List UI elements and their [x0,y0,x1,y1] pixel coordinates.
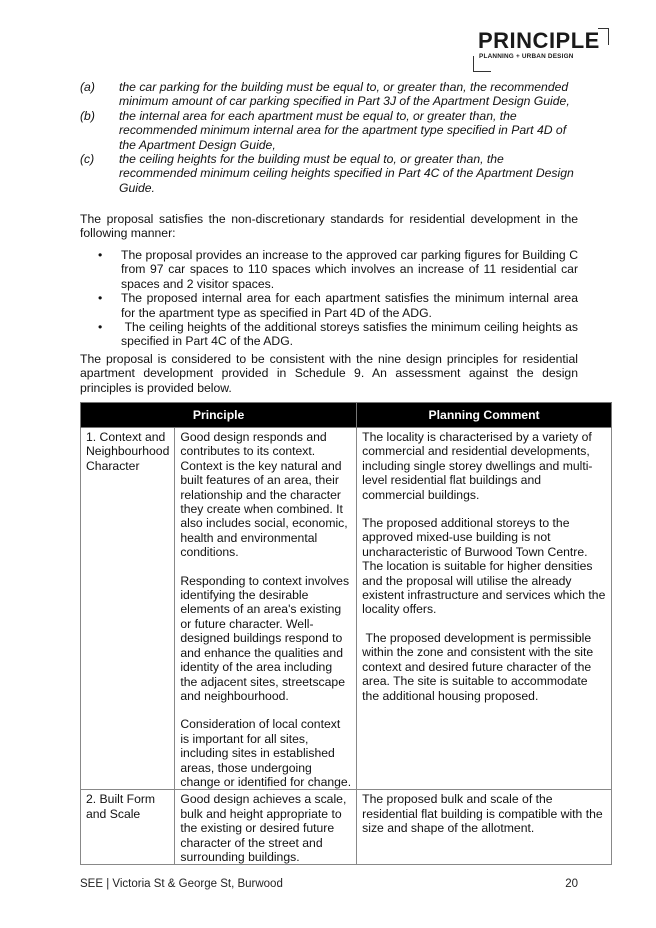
table-header-row [81,403,612,428]
bullet-icon: • [98,291,103,306]
page-number: 20 [565,878,578,890]
clause-a [80,80,580,109]
planning-comment [357,790,612,865]
principle-paragraph: Good design achieves a scale, bulk and height appropriate to the existing or desired future character of the street and surrounding buildings. [180,792,347,864]
principle-name: 1. Context and Neighbourhood Character [81,428,175,790]
closing-paragraph: The proposal is considered to be consistent with the nine design principles for residential apartment development provided in Schedule 9. An assessment against the design principles is provided below. [80,352,578,395]
header-principle: Principle [81,403,357,428]
logo-bracket-icon [473,56,475,72]
clause-text: the internal area for each apartment must be equal to, or greater than, the recommended minimum internal area for the apartment type specified in Part 4D of the Apartment Design Guide, [119,108,567,152]
principle-paragraph: Good design responds and contributes to its context. Context is the key natural and built features of an area, their relationship and the character they create when combined. It also includes social, economic, health and environmental conditions. [180,430,348,560]
table-row [81,428,612,790]
page-footer [80,878,578,890]
principle-paragraph: Consideration of local context is important for all sites, including sites in established areas, those undergoing change or identified for change. [180,717,352,789]
logo-tagline: PLANNING + URBAN DESIGN [479,53,574,60]
bullet-icon: • [98,320,103,335]
logo-name: PRINCIPLE [478,28,600,53]
principle-description [175,790,357,865]
bullet-icon: • [98,248,103,262]
clause-b [80,109,580,152]
intro-paragraph: The proposal satisfies the non-discretionary standards for residential development in the following manner: [80,212,578,241]
header-planning-comment: Planning Comment [357,403,612,428]
comment-paragraph: The proposed bulk and scale of the residential flat building is compatible with the size and shape of the allotment. [362,792,603,836]
compliance-bullet-list [80,248,582,349]
principle-name: 2. Built Form and Scale [81,790,175,865]
comment-paragraph: The locality is characterised by a variety of commercial and residential developments, including single storey dwellings and multi-level residential flat buildings and commercial buildings. [362,430,593,502]
bullet-item [80,320,582,349]
bullet-text: The proposal provides an increase to the approved car parking figures for Building C from 97 car spaces to 110 spaces which involves an increase of 11 residential car spaces and 2 visitor spaces. [121,248,578,291]
bullet-text: The ceiling heights of the additional storeys satisfies the minimum ceiling heights as specified in Part 4C of the ADG. [121,320,582,349]
principle-description [175,428,357,790]
footer-document-title: SEE | Victoria St & George St, Burwood [80,878,283,890]
clause-label: (a) [80,80,95,94]
standards-clauses [80,80,580,195]
clause-label: (c) [80,152,95,167]
principle-paragraph: Responding to context involves identifying the desirable elements of an area's existing or future character. Well-designed buildings respond to and enhance the qualities and identity of the area including the adjacent sites, streetscape and neighbourhood. [180,573,350,703]
logo-bracket-icon [473,71,491,73]
planning-comment [357,428,612,790]
comment-paragraph: The proposed development is permissible within the zone and consistent with the site context and desired future character of the area. The site is suitable to accommodate the additional housing proposed. [362,630,597,703]
clause-text: the ceiling heights for the building must be equal to, or greater than, the recommended minimum ceiling heights specified in Part 4C of the Apartment Design Guide. [119,152,574,195]
clause-text: the car parking for the building must be equal to, or greater than, the recommended minimum amount of car parking specified in Part 3J of the Apartment Design Guide, [119,80,570,109]
bullet-text: The proposed internal area for each apartment satisfies the minimum internal area for the apartment type as specified in Part 4D of the ADG. [121,291,578,320]
bullet-item [80,291,578,320]
principle-logo [468,28,618,72]
clause-label: (b) [80,108,95,123]
design-principles-table [80,402,612,865]
comment-paragraph: The proposed additional storeys to the approved mixed-use building is not uncharacteristic of Burwood Town Centre. The location is suitable for higher densities and the proposal will utilise the already existent infrastructure and services which the locality offers. [362,516,606,617]
bullet-item [80,248,578,291]
table-row [81,790,612,865]
clause-c [80,152,580,195]
